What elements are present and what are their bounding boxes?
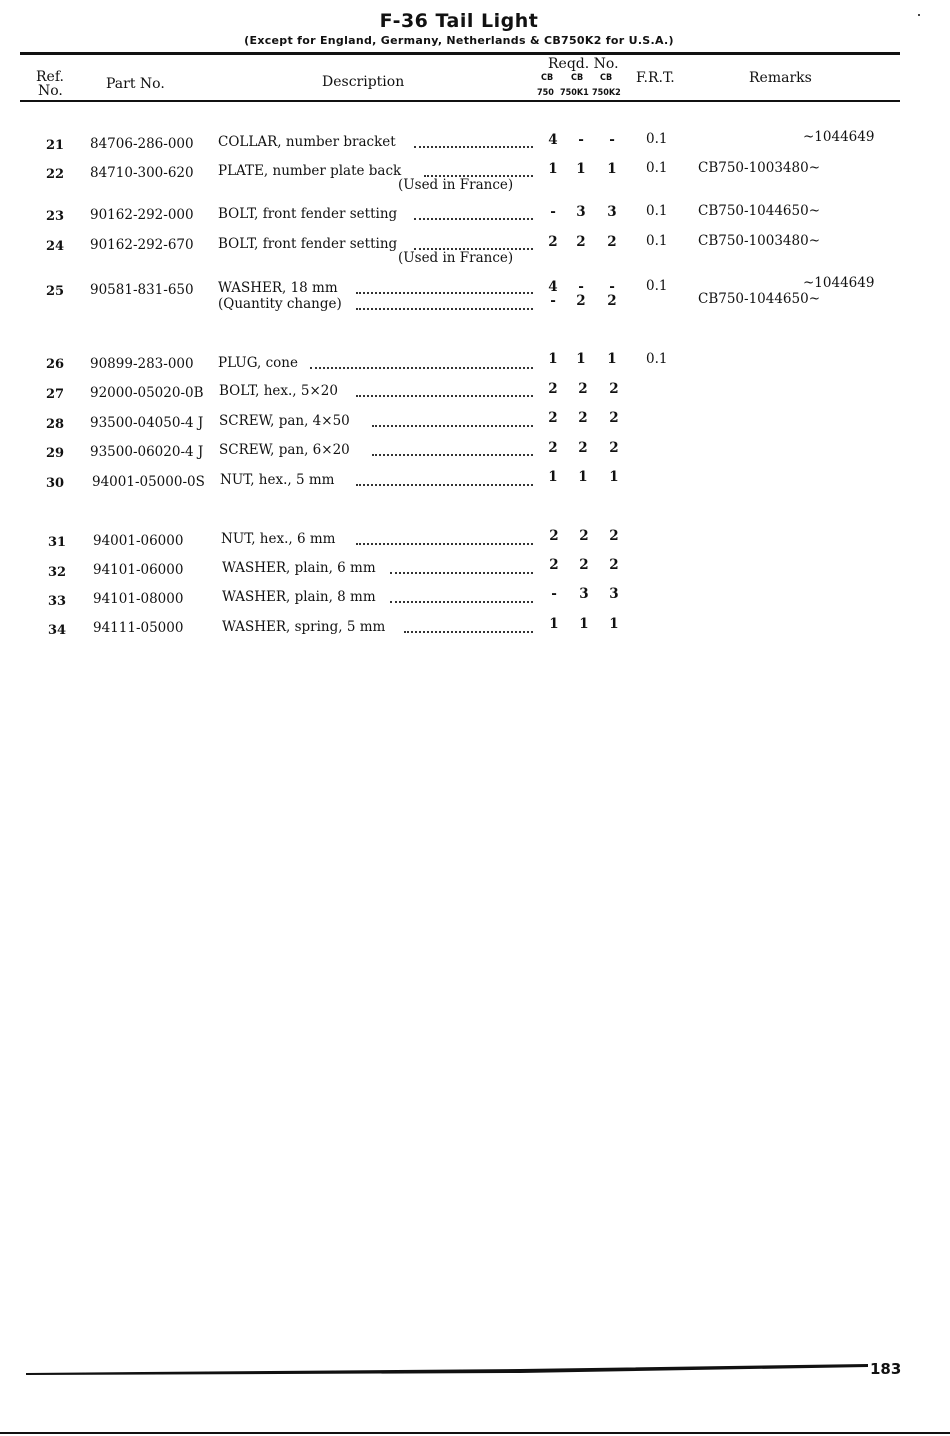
qty-cb750k1-line2: 2 [576,293,586,309]
qty-cb750: 2 [548,440,558,456]
page-title: F-36 Tail Light [379,10,539,32]
qty-cb750k1: 2 [576,234,586,250]
description: WASHER, 18 mm [218,280,338,296]
qty-cb750k2: 2 [609,440,619,456]
remarks: ~1044649 [803,129,875,145]
header-frt: F.R.T. [636,70,675,86]
part-number: 94001-06000 [93,533,184,549]
bottom-edge-rule [0,1432,950,1434]
part-number: 94101-06000 [93,562,184,578]
qty-cb750k1: 1 [576,161,586,177]
part-number: 92000-05020-0B [90,385,204,401]
description: WASHER, spring, 5 mm [222,619,386,635]
description-line2: (Quantity change) [218,296,342,312]
description: BOLT, front fender setting [218,206,398,222]
ref-number: 32 [47,565,67,580]
description: BOLT, front fender setting [218,236,398,252]
header-model-3: 750K2 [592,88,621,98]
qty-cb750k2: 3 [609,586,619,602]
part-number: 84706-286-000 [90,136,194,152]
part-number: 94001-05000-0S [92,474,205,490]
description: NUT, hex., 5 mm [220,472,335,488]
part-number: 84710-300-620 [90,165,194,181]
qty-cb750k2: 2 [609,410,619,426]
header-ref-top: Ref. [36,69,64,85]
qty-cb750k2: - [609,279,615,295]
ref-number: 21 [45,138,65,153]
frt-value: 0.1 [646,351,668,367]
description: PLATE, number plate back [218,163,402,179]
header-cb-1: CB [541,73,554,83]
ref-number: 29 [45,446,65,461]
page-number: 183 [870,1360,902,1378]
ref-number: 31 [47,535,67,550]
ref-number: 22 [45,167,65,182]
part-number: 90162-292-670 [90,237,194,253]
header-cb-3: CB [600,73,613,83]
qty-cb750k2-line2: 2 [607,293,617,309]
qty-cb750k2: 1 [607,351,617,367]
qty-cb750k2: 2 [609,381,619,397]
qty-cb750k2: - [609,132,615,148]
description: WASHER, plain, 8 mm [222,589,376,605]
ref-number: 34 [47,623,67,638]
description: PLUG, cone [218,355,298,371]
qty-cb750: - [551,586,557,602]
qty-cb750: 4 [548,279,558,295]
header-part-no: Part No. [106,76,165,92]
qty-cb750k1: 2 [578,440,588,456]
qty-cb750k2: 2 [609,557,619,573]
qty-cb750k2: 2 [609,528,619,544]
qty-cb750k1: 3 [579,586,589,602]
header-cb-2: CB [571,73,584,83]
qty-cb750: 1 [548,469,558,485]
qty-cb750: 1 [549,616,559,632]
header-description: Description [322,74,405,90]
header-ref-bottom: No. [38,83,63,99]
ref-number: 23 [45,209,65,224]
qty-cb750k2: 1 [609,469,619,485]
qty-cb750: - [550,204,556,220]
ref-number: 26 [45,357,65,372]
qty-cb750: 2 [548,381,558,397]
ref-number: 24 [45,239,65,254]
description: WASHER, plain, 6 mm [222,560,376,576]
remarks-line2: CB750-1044650~ [698,291,821,307]
qty-cb750k1: - [578,132,584,148]
qty-cb750k1: 2 [578,410,588,426]
ref-number: 25 [45,284,65,299]
description: COLLAR, number bracket [218,134,396,150]
part-number: 94101-08000 [93,591,184,607]
part-number: 94111-05000 [93,620,184,636]
frt-value: 0.1 [646,233,668,249]
remarks: CB750-1003480~ [698,160,821,176]
ref-number: 33 [47,594,67,609]
remarks: ~1044649 [803,275,875,291]
qty-cb750k1: 1 [579,616,589,632]
remarks: CB750-1044650~ [698,203,821,219]
frt-value: 0.1 [646,160,668,176]
header-remarks: Remarks [749,70,812,86]
qty-cb750k2: 3 [607,204,617,220]
part-number: 90581-831-650 [90,282,194,298]
frt-value: 0.1 [646,131,668,147]
qty-cb750k1: - [578,279,584,295]
ref-number: 30 [45,476,65,491]
qty-cb750k2: 1 [609,616,619,632]
qty-cb750k2: 2 [607,234,617,250]
description: SCREW, pan, 4×50 [219,413,350,429]
description: SCREW, pan, 6×20 [219,442,350,458]
description: BOLT, hex., 5×20 [219,383,338,399]
qty-cb750k1: 2 [579,528,589,544]
qty-cb750k1: 2 [579,557,589,573]
qty-cb750: 1 [548,161,558,177]
description: NUT, hex., 6 mm [221,531,336,547]
header-reqd: Reqd. No. [548,56,619,72]
ref-number: 27 [45,387,65,402]
remarks: CB750-1003480~ [698,233,821,249]
qty-cb750-line2: - [550,293,556,309]
qty-cb750: 2 [548,410,558,426]
description-note: (Used in France) [398,250,514,266]
qty-cb750k1: 1 [578,469,588,485]
qty-cb750k1: 2 [578,381,588,397]
qty-cb750: 1 [548,351,558,367]
qty-cb750: 2 [548,234,558,250]
qty-cb750k1: 1 [576,351,586,367]
part-number: 90899-283-000 [90,356,194,372]
qty-cb750: 2 [549,528,559,544]
part-number: 93500-04050-4 J [90,415,204,431]
part-number: 93500-06020-4 J [90,444,204,460]
header-model-1: 750 [537,88,554,98]
qty-cb750: 2 [549,557,559,573]
qty-cb750k2: 1 [607,161,617,177]
qty-cb750: 4 [548,132,558,148]
frt-value: 0.1 [646,278,668,294]
description-note: (Used in France) [398,177,514,193]
page-subtitle: (Except for England, Germany, Netherlands & CB750K2 for U.S.A.) [244,34,674,47]
frt-value: 0.1 [646,203,668,219]
part-number: 90162-292-000 [90,207,194,223]
qty-cb750k1: 3 [576,204,586,220]
ref-number: 28 [45,417,65,432]
header-model-2: 750K1 [560,88,589,98]
